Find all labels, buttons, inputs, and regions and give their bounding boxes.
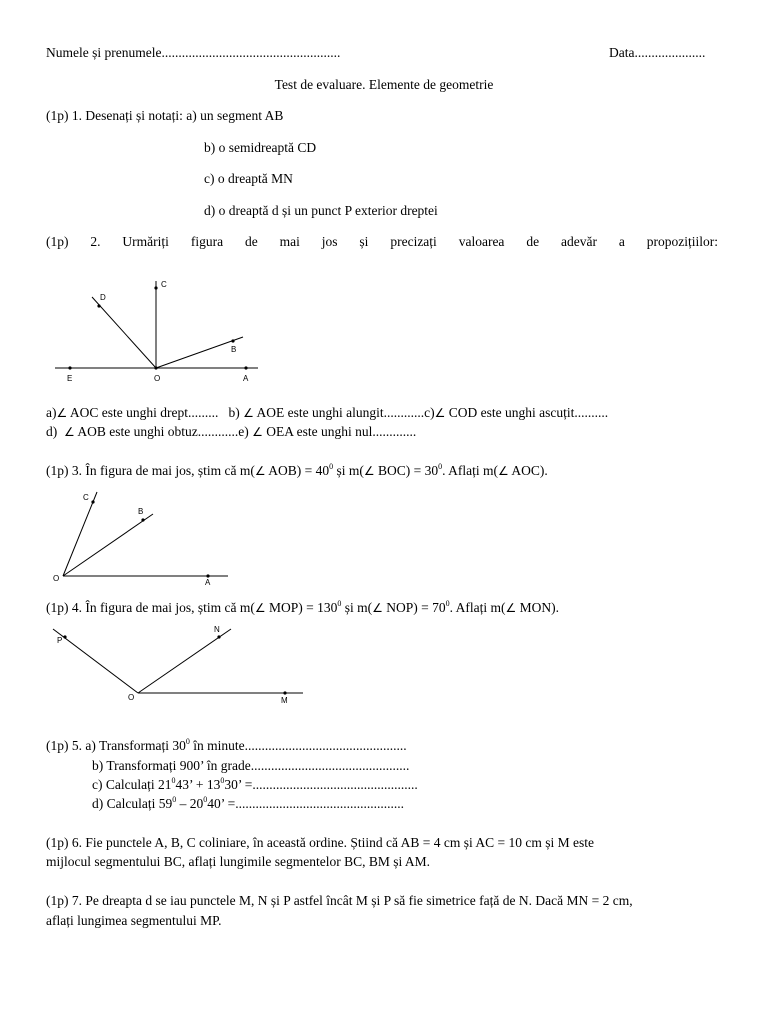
q5-d-text: – 20 xyxy=(176,796,204,811)
degree-superscript: 0 xyxy=(220,775,225,785)
q3-text-part: și m( xyxy=(333,463,364,478)
q5-item-b: b) Transformați 900’ în grade............................................... xyxy=(92,758,410,773)
degree-superscript: 0 xyxy=(203,794,208,804)
angle-icon: ∠ xyxy=(434,406,446,420)
q2-a-text: AOC este unghi drept......... xyxy=(69,405,219,420)
q2-b-text: AOE este unghi alungit............c) xyxy=(256,405,435,420)
q2-c-text: COD este unghi ascuțit.......... xyxy=(448,405,609,420)
q5-a-text: (1p) 5. a) Transformați 30 xyxy=(46,738,186,753)
q2-label-O: O xyxy=(154,374,161,383)
q5-d-text: 40’ =.................................................. xyxy=(207,796,404,811)
q1-item-c: c) o dreaptă MN xyxy=(204,171,293,186)
q4-label-P: P xyxy=(57,636,63,645)
q6-line1: (1p) 6. Fie punctele A, B, C coliniare, în această ordine. Știind că AB = 4 cm și AC = 10 cm și M este xyxy=(46,835,595,850)
angle-icon: ∠ xyxy=(252,425,263,439)
name-field-label: Numele și prenumele..................................................... xyxy=(46,45,341,60)
q4-text-part: . Aflați m( xyxy=(449,600,506,615)
q4-label-O: O xyxy=(128,693,135,702)
q5-item-d xyxy=(92,796,404,812)
q4-text-part: (1p) 4. În figura de mai jos, știm că m( xyxy=(46,600,255,615)
q3-text-part: . Aflați m( xyxy=(442,463,499,478)
q5-item-a xyxy=(46,738,407,754)
q7-line2: aflați lungimea segmentului MP. xyxy=(46,913,222,928)
q7-line1: (1p) 7. Pe dreapta d se iau punctele M, N și P astfel încât M și P să fie simetrice față de N. Dacă MN = 2 cm, xyxy=(46,893,633,908)
q4-point-P xyxy=(63,635,66,638)
degree-superscript: 0 xyxy=(171,775,176,785)
q4-text-part: MON). xyxy=(519,600,560,615)
q1-intro: (1p) 1. Desenați și notați: a) un segment AB xyxy=(46,108,284,123)
q4-text-part: NOP) = 70 xyxy=(386,600,446,615)
degree-superscript: 0 xyxy=(337,598,342,608)
angle-icon: ∠ xyxy=(363,464,375,478)
degree-superscript: 0 xyxy=(172,794,177,804)
q5-a-text: în minute................................................ xyxy=(189,738,407,753)
q3-text-part: AOC). xyxy=(511,463,548,478)
q3-text-part: (1p) 3. În figura de mai jos, știm că m( xyxy=(46,463,255,478)
q5-d-text: d) Calculați 59 xyxy=(92,796,173,811)
q2-d-text: AOB este unghi obtuz............e) xyxy=(77,424,249,439)
q5-c-text: c) Calculați 21 xyxy=(92,777,172,792)
q2-d-label: d) xyxy=(46,424,58,439)
angle-icon: ∠ xyxy=(372,601,383,615)
q6-line2: mijlocul segmentului BC, aflați lungimile segmentelor BC, BM și AM. xyxy=(46,854,430,869)
q5-item-c xyxy=(92,777,418,793)
q2-a-label: a) xyxy=(46,405,57,420)
angle-icon: ∠ xyxy=(254,464,266,478)
degree-superscript: 0 xyxy=(185,736,190,746)
degree-superscript: 0 xyxy=(329,461,334,471)
q4-label-M: M xyxy=(281,696,288,705)
q3-label-C: C xyxy=(83,493,89,502)
q4-point-M xyxy=(283,691,286,694)
q2-label-A: A xyxy=(243,374,249,383)
degree-superscript: 0 xyxy=(445,598,450,608)
angle-icon: ∠ xyxy=(243,406,254,420)
q4-ray-ON xyxy=(138,629,231,693)
q2-intro: (1p) 2. Urmăriți figura de mai jos și precizați valoarea de adevăr a propozițiilor: xyxy=(46,234,718,249)
q4-text-part: și m( xyxy=(341,600,373,615)
q4-text-part: MOP) = 130 xyxy=(268,600,338,615)
q1-item-d: d) o dreaptă d și un punct P exterior dreptei xyxy=(204,203,438,218)
q2-label-D: D xyxy=(100,293,106,302)
angle-icon: ∠ xyxy=(254,601,266,615)
angle-icon: ∠ xyxy=(498,464,509,478)
q5-c-text: 43’ + 13 xyxy=(175,777,221,792)
q4-label-N: N xyxy=(214,625,220,634)
q5-c-text: 30’ =................................................. xyxy=(224,777,418,792)
degree-superscript: 0 xyxy=(438,461,443,471)
q2-label-B: B xyxy=(231,345,237,354)
q2-label-E: E xyxy=(67,374,73,383)
q2-b-label: b) xyxy=(228,405,240,420)
q4-point-N xyxy=(217,635,220,638)
q2-label-C: C xyxy=(161,280,167,289)
q1-item-b: b) o semidreaptă CD xyxy=(204,140,317,155)
page-title: Test de evaluare. Elemente de geometrie xyxy=(274,77,494,92)
q3-label-O: O xyxy=(53,574,60,583)
angle-icon: ∠ xyxy=(56,406,68,420)
q3-label-B: B xyxy=(138,507,144,516)
q3-text-part: BOC) = 30 xyxy=(378,463,439,478)
q3-label-A: A xyxy=(205,578,211,587)
q4-ray-OP xyxy=(53,629,138,693)
angle-icon: ∠ xyxy=(64,425,75,439)
q2-e-text: OEA este unghi nul............. xyxy=(266,424,417,439)
q3-text-part: AOB) = 40 xyxy=(268,463,330,478)
angle-icon: ∠ xyxy=(505,601,517,615)
date-field-label: Data..................... xyxy=(609,45,706,60)
